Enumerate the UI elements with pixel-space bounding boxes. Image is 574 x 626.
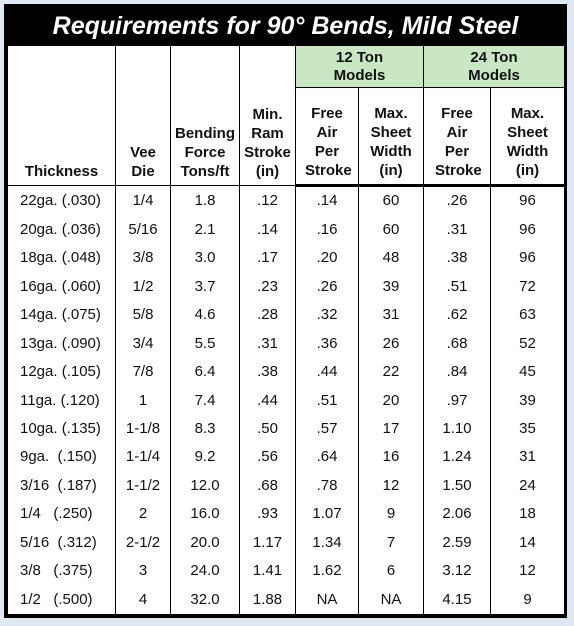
cell-max-sheet-24: 96: [491, 186, 565, 216]
cell-bending-force: 7.4: [171, 386, 240, 414]
cell-thickness: 22ga. (.030): [8, 186, 116, 216]
cell-vee-die: 4: [116, 585, 171, 614]
cell-bending-force: 20.0: [171, 529, 240, 557]
cell-vee-die: 2: [116, 500, 171, 528]
cell-vee-die: 1-1/8: [116, 415, 171, 443]
table-row: [8, 186, 565, 216]
cell-free-air-12: .32: [296, 301, 359, 329]
cell-thickness: 14ga. (.075): [8, 301, 116, 329]
cell-max-sheet-24: 39: [491, 386, 565, 414]
cell-vee-die: 1-1/2: [116, 472, 171, 500]
cell-vee-die: 3/8: [116, 244, 171, 272]
cell-free-air-12: .44: [296, 358, 359, 386]
cell-free-air-12: .20: [296, 244, 359, 272]
cell-min-ram-stroke: 1.41: [240, 557, 296, 585]
cell-bending-force: 3.7: [171, 273, 240, 301]
cell-thickness: 9ga. (.150): [8, 443, 116, 471]
table-row: [8, 216, 565, 244]
cell-min-ram-stroke: .56: [240, 443, 296, 471]
cell-max-sheet-12: 7: [359, 529, 424, 557]
table-row: [8, 386, 565, 414]
cell-max-sheet-24: 35: [491, 415, 565, 443]
cell-free-air-24: .62: [424, 301, 491, 329]
cell-max-sheet-12: 48: [359, 244, 424, 272]
cell-max-sheet-24: 96: [491, 244, 565, 272]
cell-thickness: 5/16 (.312): [8, 529, 116, 557]
table-body: [8, 186, 565, 615]
cell-max-sheet-24: 45: [491, 358, 565, 386]
cell-max-sheet-24: 14: [491, 529, 565, 557]
cell-max-sheet-12: 16: [359, 443, 424, 471]
cell-max-sheet-12: 26: [359, 329, 424, 357]
cell-min-ram-stroke: .38: [240, 358, 296, 386]
cell-bending-force: 3.0: [171, 244, 240, 272]
table-title: Requirements for 90° Bends, Mild Steel: [7, 7, 564, 45]
table-row: [8, 329, 565, 357]
cell-max-sheet-12: 39: [359, 273, 424, 301]
cell-min-ram-stroke: .23: [240, 273, 296, 301]
cell-free-air-24: 2.59: [424, 529, 491, 557]
cell-thickness: 1/4 (.250): [8, 500, 116, 528]
table-row: [8, 500, 565, 528]
table-row: [8, 415, 565, 443]
cell-max-sheet-12: 60: [359, 216, 424, 244]
cell-max-sheet-24: 72: [491, 273, 565, 301]
cell-max-sheet-24: 96: [491, 216, 565, 244]
cell-bending-force: 5.5: [171, 329, 240, 357]
group-12-ton-models: 12 Ton Models: [296, 46, 424, 88]
cell-free-air-24: .97: [424, 386, 491, 414]
cell-free-air-24: .68: [424, 329, 491, 357]
cell-max-sheet-12: 9: [359, 500, 424, 528]
cell-vee-die: 3/4: [116, 329, 171, 357]
cell-free-air-24: .38: [424, 244, 491, 272]
cell-vee-die: 7/8: [116, 358, 171, 386]
cell-thickness: 18ga. (.048): [8, 244, 116, 272]
cell-thickness: 16ga. (.060): [8, 273, 116, 301]
cell-max-sheet-24: 18: [491, 500, 565, 528]
cell-free-air-24: 3.12: [424, 557, 491, 585]
cell-thickness: 12ga. (.105): [8, 358, 116, 386]
cell-bending-force: 9.2: [171, 443, 240, 471]
table-row: [8, 557, 565, 585]
cell-free-air-12: 1.62: [296, 557, 359, 585]
cell-min-ram-stroke: 1.17: [240, 529, 296, 557]
cell-max-sheet-12: 12: [359, 472, 424, 500]
cell-max-sheet-12: 6: [359, 557, 424, 585]
cell-free-air-12: .51: [296, 386, 359, 414]
cell-bending-force: 1.8: [171, 186, 240, 216]
cell-free-air-12: .57: [296, 415, 359, 443]
table-row: [8, 358, 565, 386]
cell-vee-die: 2-1/2: [116, 529, 171, 557]
cell-free-air-24: .31: [424, 216, 491, 244]
cell-bending-force: 4.6: [171, 301, 240, 329]
cell-vee-die: 1/2: [116, 273, 171, 301]
cell-vee-die: 5/8: [116, 301, 171, 329]
cell-max-sheet-12: 22: [359, 358, 424, 386]
header-min-ram-stroke: Min. Ram Stroke (in): [240, 46, 296, 186]
cell-vee-die: 1-1/4: [116, 443, 171, 471]
header-free-air-24: Free Air Per Stroke: [424, 88, 491, 186]
cell-free-air-12: NA: [296, 585, 359, 614]
cell-bending-force: 32.0: [171, 585, 240, 614]
header-vee-die: Vee Die: [116, 46, 171, 186]
cell-free-air-24: .51: [424, 273, 491, 301]
cell-free-air-12: 1.34: [296, 529, 359, 557]
cell-bending-force: 16.0: [171, 500, 240, 528]
cell-min-ram-stroke: .28: [240, 301, 296, 329]
cell-free-air-24: 4.15: [424, 585, 491, 614]
cell-thickness: 3/16 (.187): [8, 472, 116, 500]
cell-max-sheet-12: 17: [359, 415, 424, 443]
cell-min-ram-stroke: .93: [240, 500, 296, 528]
cell-free-air-12: .16: [296, 216, 359, 244]
table-row: [8, 301, 565, 329]
cell-bending-force: 8.3: [171, 415, 240, 443]
table-row: [8, 529, 565, 557]
table-frame: [4, 4, 567, 618]
cell-min-ram-stroke: .14: [240, 216, 296, 244]
cell-bending-force: 2.1: [171, 216, 240, 244]
cell-max-sheet-24: 63: [491, 301, 565, 329]
cell-vee-die: 1: [116, 386, 171, 414]
cell-min-ram-stroke: .12: [240, 186, 296, 216]
header-bending-force: Bending Force Tons/ft: [171, 46, 240, 186]
cell-free-air-24: 1.24: [424, 443, 491, 471]
cell-bending-force: 6.4: [171, 358, 240, 386]
cell-min-ram-stroke: 1.88: [240, 585, 296, 614]
cell-free-air-12: .64: [296, 443, 359, 471]
cell-thickness: 3/8 (.375): [8, 557, 116, 585]
cell-thickness: 20ga. (.036): [8, 216, 116, 244]
cell-free-air-24: .84: [424, 358, 491, 386]
table-row: [8, 244, 565, 272]
cell-bending-force: 12.0: [171, 472, 240, 500]
cell-max-sheet-12: NA: [359, 585, 424, 614]
cell-max-sheet-24: 31: [491, 443, 565, 471]
group-24-ton-models: 24 Ton Models: [424, 46, 565, 88]
cell-min-ram-stroke: .50: [240, 415, 296, 443]
table-row: [8, 472, 565, 500]
cell-vee-die: 1/4: [116, 186, 171, 216]
cell-max-sheet-12: 31: [359, 301, 424, 329]
cell-free-air-24: 1.50: [424, 472, 491, 500]
table-row: [8, 273, 565, 301]
table-row: [8, 585, 565, 614]
cell-vee-die: 3: [116, 557, 171, 585]
cell-max-sheet-24: 12: [491, 557, 565, 585]
cell-max-sheet-24: 24: [491, 472, 565, 500]
header-max-sheet-24: Max. Sheet Width (in): [491, 88, 565, 186]
cell-max-sheet-24: 52: [491, 329, 565, 357]
header-free-air-12: Free Air Per Stroke: [296, 88, 359, 186]
cell-min-ram-stroke: .68: [240, 472, 296, 500]
cell-max-sheet-12: 20: [359, 386, 424, 414]
cell-min-ram-stroke: .44: [240, 386, 296, 414]
cell-free-air-12: 1.07: [296, 500, 359, 528]
cell-free-air-12: .36: [296, 329, 359, 357]
cell-max-sheet-24: 9: [491, 585, 565, 614]
cell-free-air-12: .78: [296, 472, 359, 500]
bend-requirements-table: [7, 45, 565, 615]
cell-min-ram-stroke: .17: [240, 244, 296, 272]
header-thickness: Thickness: [8, 46, 116, 186]
cell-free-air-12: .14: [296, 186, 359, 216]
cell-vee-die: 5/16: [116, 216, 171, 244]
cell-free-air-24: 1.10: [424, 415, 491, 443]
cell-bending-force: 24.0: [171, 557, 240, 585]
cell-free-air-12: .26: [296, 273, 359, 301]
cell-thickness: 13ga. (.090): [8, 329, 116, 357]
table-row: [8, 443, 565, 471]
cell-max-sheet-12: 60: [359, 186, 424, 216]
cell-min-ram-stroke: .31: [240, 329, 296, 357]
cell-thickness: 10ga. (.135): [8, 415, 116, 443]
header-max-sheet-12: Max. Sheet Width (in): [359, 88, 424, 186]
cell-free-air-24: 2.06: [424, 500, 491, 528]
cell-thickness: 1/2 (.500): [8, 585, 116, 614]
cell-thickness: 11ga. (.120): [8, 386, 116, 414]
cell-free-air-24: .26: [424, 186, 491, 216]
